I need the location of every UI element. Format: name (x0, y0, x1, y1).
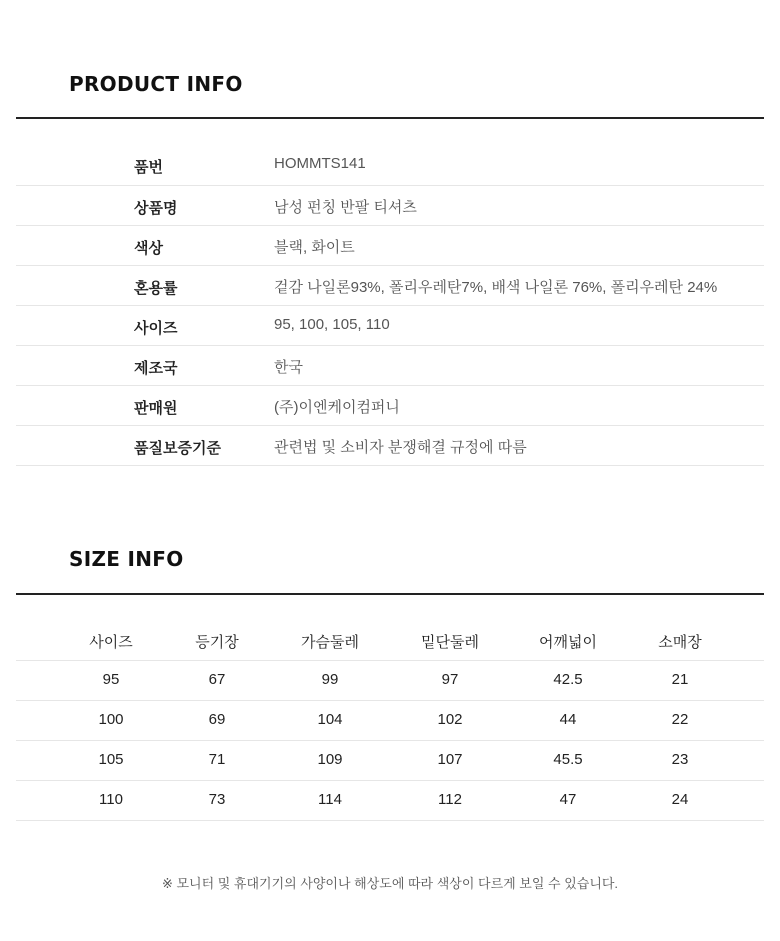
info-label: 색상 (134, 240, 163, 257)
info-value: HOMMTS141 (274, 155, 366, 172)
info-label: 혼용률 (134, 280, 178, 297)
size-cell: 45.5 (553, 751, 583, 768)
size-info-title: SIZE INFO (69, 547, 184, 571)
info-label: 품번 (134, 159, 163, 176)
size-header-cell: 가슴둘레 (301, 634, 359, 651)
table-row (16, 781, 764, 821)
info-label: 품질보증기준 (134, 440, 221, 457)
size-header-cell: 어깨넓이 (539, 634, 597, 651)
size-cell: 22 (671, 711, 689, 728)
info-value: 95, 100, 105, 110 (274, 316, 390, 333)
table-row (16, 741, 764, 781)
size-cell: 114 (318, 791, 342, 808)
size-info-table (16, 621, 764, 821)
size-header-cell: 등기장 (195, 634, 239, 651)
info-value: 관련법 및 소비자 분쟁해결 규정에 따름 (274, 439, 527, 456)
size-cell: 21 (671, 671, 689, 688)
table-row (16, 701, 764, 741)
size-cell: 73 (208, 791, 226, 808)
product-info-title: PRODUCT INFO (69, 72, 243, 96)
size-cell: 71 (208, 751, 226, 768)
size-info-divider (16, 593, 764, 595)
size-header-cell: 사이즈 (89, 634, 133, 651)
info-value: 겉감 나일론93%, 폴리우레탄7%, 배색 나일론 76%, 폴리우레탄 24% (274, 279, 718, 296)
size-header-cell: 밑단둘레 (421, 634, 479, 651)
info-row-country (16, 346, 764, 386)
size-cell: 47 (559, 791, 577, 808)
display-color-note: ※ 모니터 및 휴대기기의 사양이나 해상도에 따라 색상이 다르게 보일 수 있습니다. (161, 876, 619, 891)
size-cell: 104 (317, 711, 343, 728)
size-cell: 44 (559, 711, 577, 728)
info-value: 한국 (274, 359, 303, 376)
size-cell: 97 (441, 671, 459, 688)
info-row-material (16, 266, 764, 306)
info-row-seller (16, 386, 764, 426)
info-label: 제조국 (134, 360, 178, 377)
size-cell: 24 (671, 791, 689, 808)
size-cell: 102 (437, 711, 463, 728)
info-value: (주)이엔케이컴퍼니 (274, 399, 400, 416)
size-cell: 105 (98, 751, 124, 768)
size-cell: 69 (208, 711, 226, 728)
size-table-header (16, 621, 764, 661)
size-cell: 107 (437, 751, 463, 768)
info-row-product-name (16, 186, 764, 226)
size-cell: 99 (321, 671, 339, 688)
info-value: 블랙, 화이트 (274, 239, 355, 256)
info-row-color (16, 226, 764, 266)
size-cell: 110 (99, 791, 123, 808)
size-cell: 95 (102, 671, 120, 688)
size-header-cell: 소매장 (658, 634, 702, 651)
size-cell: 67 (208, 671, 226, 688)
info-row-item-number (16, 145, 764, 186)
size-cell: 23 (671, 751, 689, 768)
info-value: 남성 펀칭 반팔 티셔츠 (274, 199, 417, 216)
info-label: 사이즈 (134, 320, 178, 337)
info-label: 상품명 (134, 200, 178, 217)
info-row-warranty (16, 426, 764, 466)
size-cell: 100 (98, 711, 124, 728)
size-cell: 42.5 (553, 671, 583, 688)
info-label: 판매원 (134, 400, 178, 417)
table-row (16, 661, 764, 701)
product-info-divider (16, 117, 764, 119)
size-cell: 112 (438, 791, 462, 808)
info-row-sizes (16, 306, 764, 346)
product-info-table (16, 145, 764, 466)
size-cell: 109 (317, 751, 343, 768)
